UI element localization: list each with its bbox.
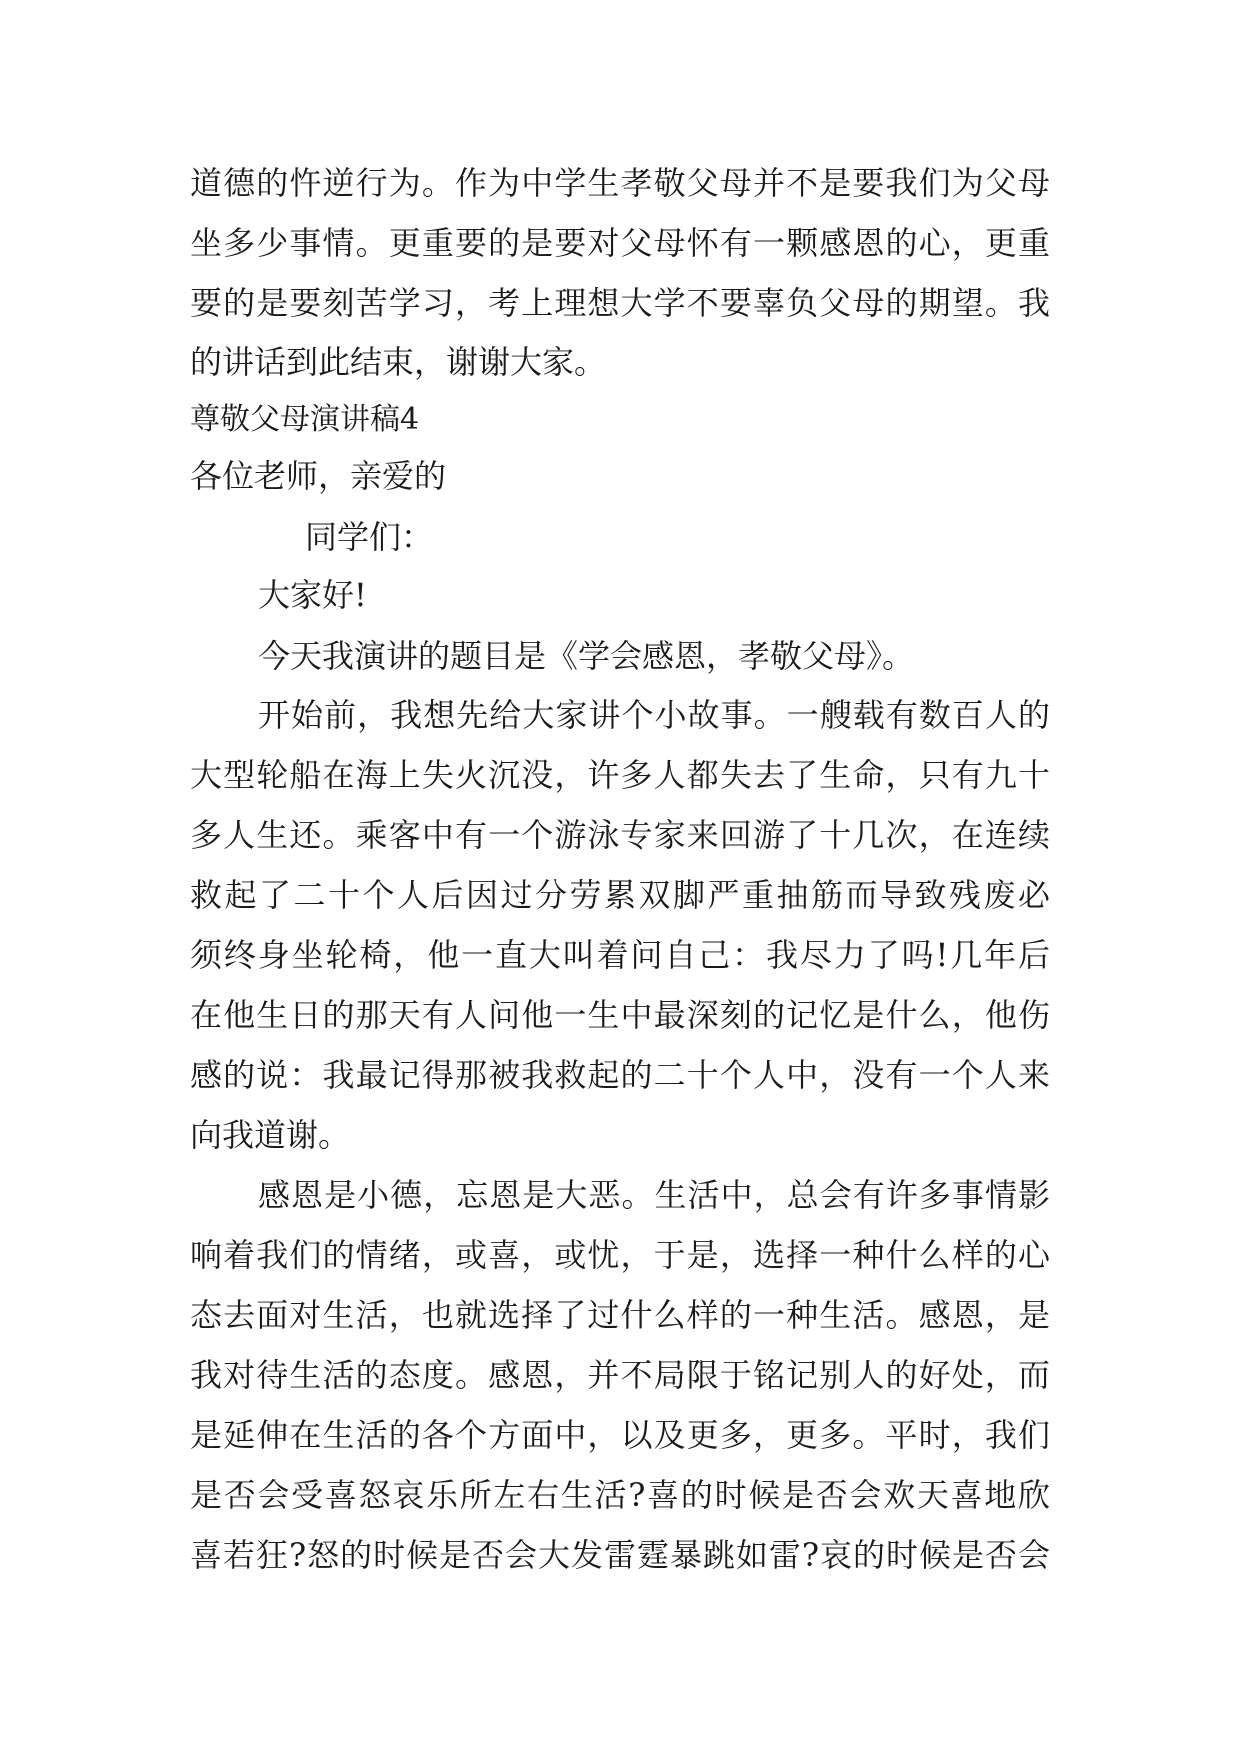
body-line: 响着我们的情绪，或喜，或忧，于是，选择一种什么样的心: [190, 1236, 1050, 1274]
body-line: 我对待生活的态度。感恩，并不局限于铭记别人的好处，而: [190, 1356, 1050, 1394]
body-line: 须终身坐轮椅，他一直大叫着问自己：我尽力了吗!几年后: [190, 936, 1050, 974]
body-line: 的讲话到此结束，谢谢大家。: [190, 343, 607, 381]
body-line: 多人生还。乘客中有一个游泳专家来回游了十几次，在连续: [190, 816, 1050, 854]
body-line: 向我道谢。: [190, 1116, 351, 1154]
body-line: 态去面对生活，也就选择了过什么样的一种生活。感恩，是: [190, 1296, 1050, 1334]
body-line: 道德的忤逆行为。作为中学生孝敬父母并不是要我们为父母: [190, 164, 1050, 202]
body-line: 是延伸在生活的各个方面中，以及更多，更多。平时，我们: [190, 1416, 1050, 1454]
section-heading: 尊敬父母演讲稿4: [190, 402, 420, 437]
body-line: 开始前，我想先给大家讲个小故事。一艘载有数百人的: [258, 696, 1050, 734]
body-line: 救起了二十个人后因过分劳累双脚严重抽筋而导致残废必: [190, 876, 1050, 914]
topic-line: 今天我演讲的题目是《学会感恩，孝敬父母》。: [258, 637, 915, 675]
body-line: 感恩是小德，忘恩是大恶。生活中，总会有许多事情影: [258, 1176, 1050, 1214]
body-line: 要的是要刻苦学习，考上理想大学不要辜负父母的期望。我: [190, 284, 1050, 322]
body-line: 大型轮船在海上失火沉没，许多人都失去了生命，只有九十: [190, 756, 1050, 794]
salutation-line: 各位老师，亲爱的: [190, 457, 447, 495]
body-line: 喜若狂?怒的时候是否会大发雷霆暴跳如雷?哀的时候是否会: [190, 1536, 1050, 1574]
body-line: 是否会受喜怒哀乐所左右生活?喜的时候是否会欢天喜地欣: [190, 1476, 1050, 1514]
body-line: 在他生日的那天有人问他一生中最深刻的记忆是什么，他伤: [190, 996, 1050, 1034]
body-line: 坐多少事情。更重要的是要对父母怀有一颗感恩的心，更重: [190, 224, 1050, 262]
salutation-line: 同学们：: [305, 518, 434, 556]
body-line: 感的说：我最记得那被我救起的二十个人中，没有一个人来: [190, 1056, 1050, 1094]
greeting: 大家好!: [258, 576, 367, 614]
